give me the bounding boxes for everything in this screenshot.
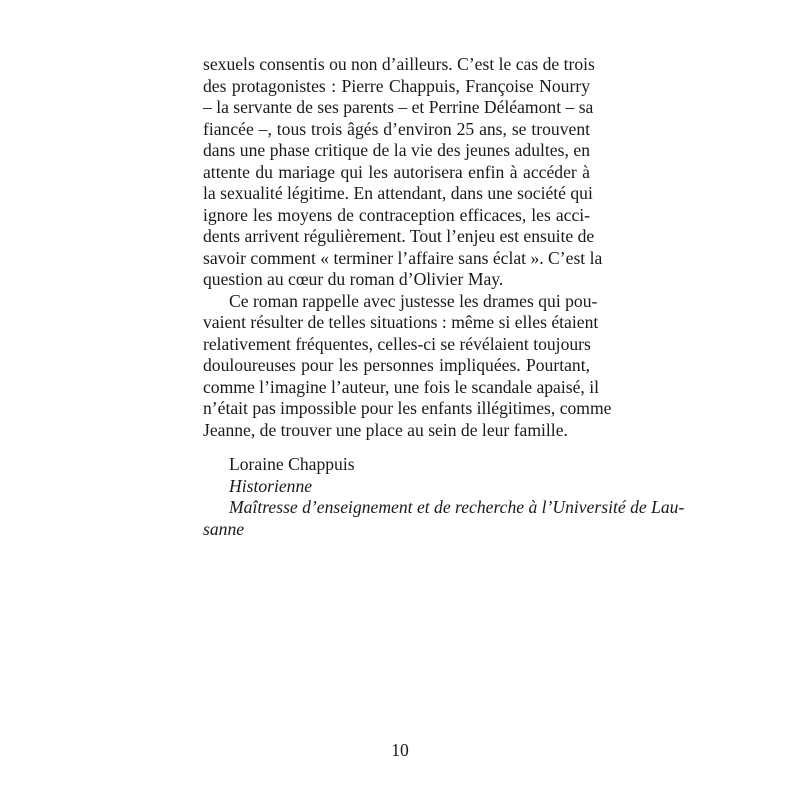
- text-line: fiancée –, tous trois âgés d’environ 25 ans, se trouvent: [203, 118, 590, 139]
- text-line: attente du mariage qui les autorisera enfin à accéder à: [203, 161, 590, 182]
- text-line: dans une phase critique de la vie des jeunes adultes, en: [203, 140, 590, 160]
- text-line: des protagonistes : Pierre Chappuis, Françoise Nourry: [203, 75, 590, 96]
- text-line: la sexualité légitime. En attendant, dans une société qui: [203, 183, 593, 203]
- text-line: n’était pas impossible pour les enfants illégitimes, comme: [203, 398, 612, 418]
- text-line: sexuels consentis ou non d’ailleurs. C’est le cas de trois: [203, 54, 595, 74]
- author-role: Historienne: [229, 475, 313, 496]
- text-line: savoir comment « terminer l’affaire sans éclat ». C’est la: [203, 247, 603, 268]
- text-line: dents arrivent régulièrement. Tout l’enjeu est ensuite de: [203, 226, 595, 246]
- text-line: douloureuses pour les personnes impliquées. Pourtant,: [203, 355, 590, 375]
- text-line: relativement fréquentes, celles-ci se révélaient toujours: [203, 333, 591, 354]
- author-name: Loraine Chappuis: [229, 454, 355, 474]
- text-line: Ce roman rappelle avec justesse les drames qui pou-: [229, 290, 598, 311]
- text-line: – la servante de ses parents – et Perrine Déléamont – sa: [203, 97, 594, 117]
- author-affiliation-continued: sanne: [203, 518, 245, 539]
- page-number: 10: [391, 740, 409, 760]
- text-line: ignore les moyens de contraception efficaces, les acci-: [203, 204, 590, 225]
- text-line: vaient résulter de telles situations : même si elles étaient: [203, 312, 599, 332]
- author-affiliation: Maîtresse d’enseignement et de recherche à l’Université de Lau-: [229, 497, 685, 517]
- text-line: question au cœur du roman d’Olivier May.: [203, 269, 504, 289]
- text-line: Jeanne, de trouver une place au sein de leur famille.: [203, 419, 568, 440]
- text-line: comme l’imagine l’auteur, une fois le scandale apaisé, il: [203, 376, 599, 397]
